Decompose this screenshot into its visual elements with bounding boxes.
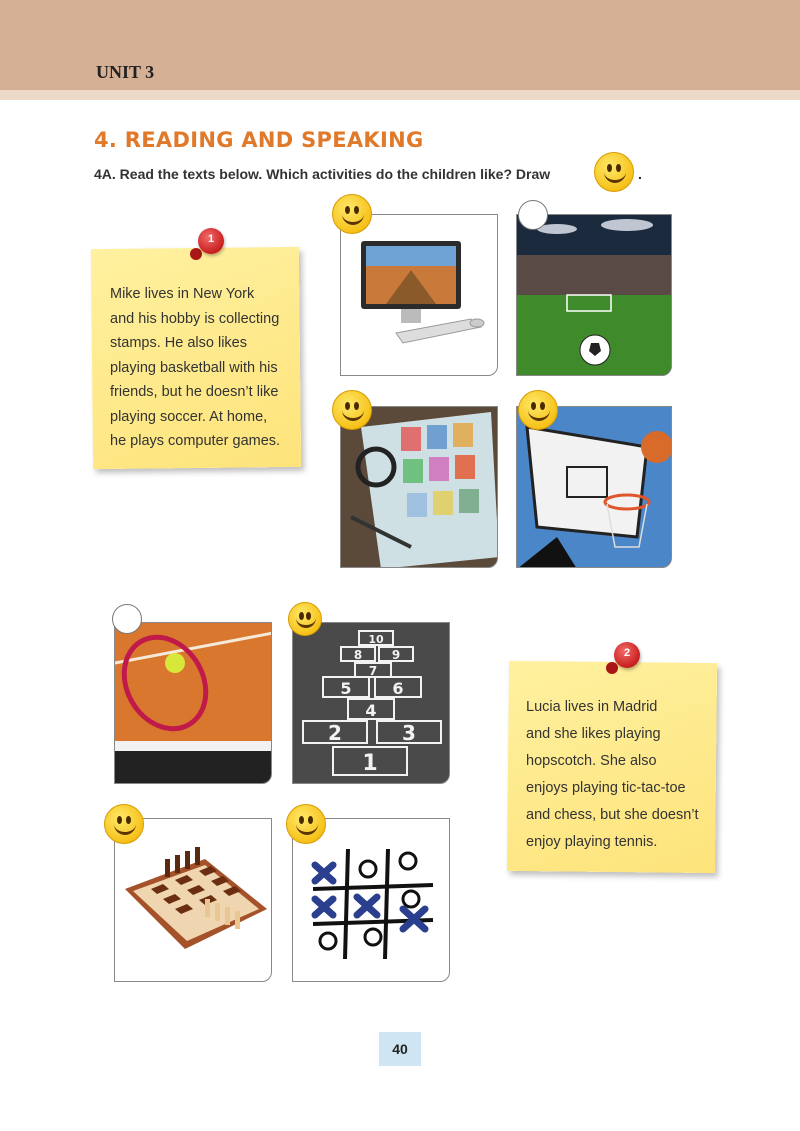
basketball-hoop-icon [517,407,672,568]
section-title: 4. READING AND SPEAKING [94,128,424,152]
hopscotch-number: 5 [340,679,352,698]
hopscotch-number: 10 [368,633,384,646]
header-strip [0,90,800,100]
note-line: enjoy playing tennis. [526,834,658,850]
smiley-icon [288,602,322,636]
tennis-picture [114,622,272,784]
note-line: and his hobby is collecting [110,310,280,327]
empty-circle-icon [518,200,548,230]
empty-circle-icon [112,604,142,634]
smiley-icon [104,804,144,844]
note-line: enjoys playing tic-tac-toe [526,780,686,796]
note-number: 1 [207,233,215,245]
chessboard-icon [115,819,272,982]
hopscotch-number: 2 [328,721,342,745]
computer-icon [341,215,498,376]
note-line: friends, but he doesn’t like [110,384,279,400]
tic-tac-toe-grid-icon [293,819,450,982]
smiley-icon [286,804,326,844]
stamp-album-icon [341,407,498,568]
note-line: playing soccer. At home, [110,408,268,425]
note-line: he plays computer games. [110,433,281,449]
instruction-period: . [638,166,642,182]
hopscotch-number: 8 [353,648,363,662]
note-number: 2 [623,647,631,659]
soccer-field-icon [517,215,672,376]
note-line: hopscotch. She also [526,753,657,769]
smiley-icon [594,152,634,192]
tic-tac-toe-picture [292,818,450,982]
tennis-racket-icon [115,623,272,784]
note-line: and she likes playing [526,726,661,742]
smiley-icon [518,390,558,430]
hopscotch-number: 6 [392,679,404,698]
note-line: stamps. He also likes [110,335,247,351]
hopscotch-number: 1 [362,751,378,776]
basketball-picture [516,406,672,568]
note-1-text [110,282,280,454]
pin-stem-icon [606,662,618,674]
hopscotch-number: 7 [368,664,378,678]
soccer-picture [516,214,672,376]
pin-icon-2 [614,642,640,668]
hopscotch-number: 3 [402,721,416,745]
hopscotch-picture [292,622,450,784]
smiley-icon [332,390,372,430]
note-line: playing basketball with his [110,359,278,376]
hopscotch-number: 4 [365,701,377,720]
pin-icon-1 [198,228,224,254]
instruction-text: 4A. Read the texts below. Which activities do the children like? Draw [94,166,551,182]
note-2-text [526,694,699,856]
hopscotch-grid-icon [293,623,450,784]
note-line: Lucia lives in Madrid [526,699,658,715]
note-line: Mike lives in New York [110,286,255,302]
hopscotch-number: 9 [391,648,401,662]
page-number-box [379,1032,421,1066]
smiley-icon [332,194,372,234]
pin-stem-icon [190,248,202,260]
stamp-collecting-picture [340,406,498,568]
page-number: 40 [392,1041,408,1057]
computer-games-picture [340,214,498,376]
unit-label: UNIT 3 [96,62,155,82]
chess-picture [114,818,272,982]
note-line: and chess, but she doesn’t [526,807,699,823]
